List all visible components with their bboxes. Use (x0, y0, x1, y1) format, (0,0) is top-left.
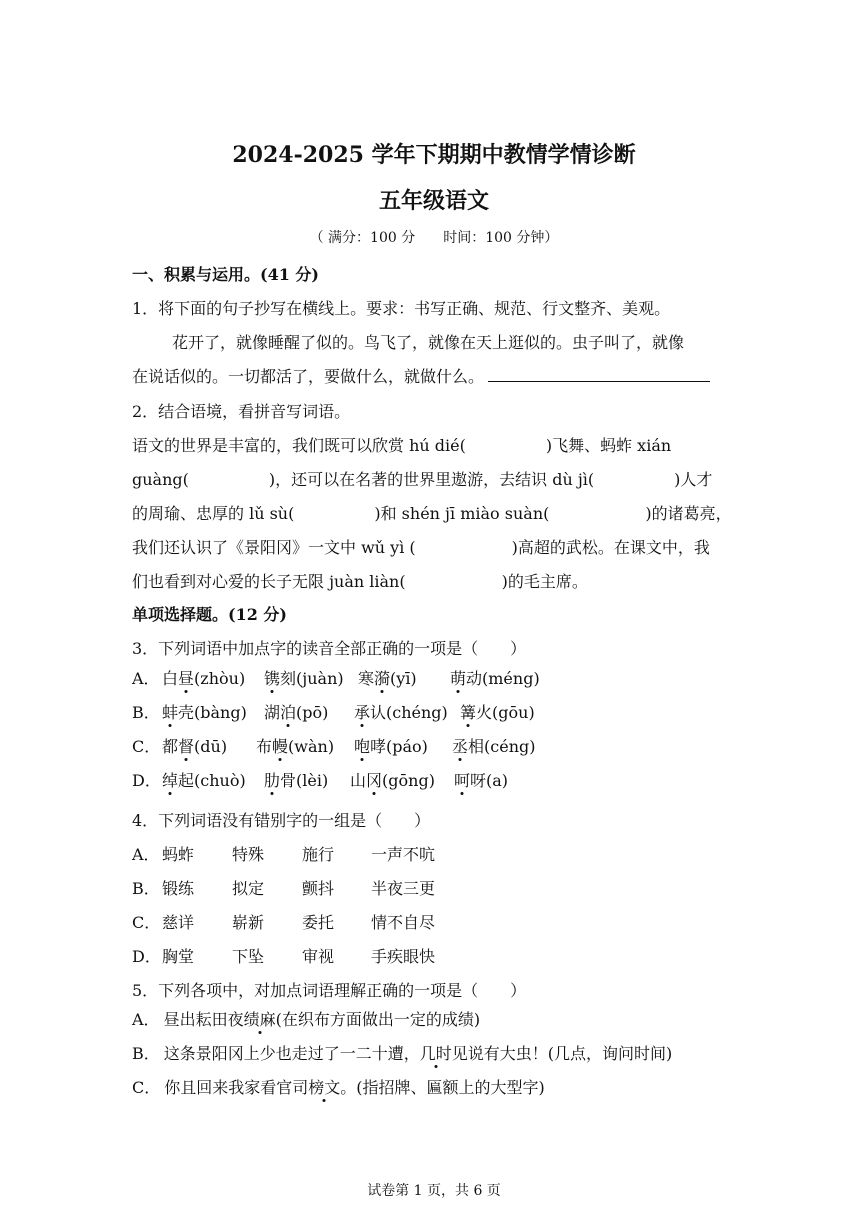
dotted-word: 榜文 (308, 1078, 341, 1097)
q3-b-item4: 篝火(gōu) (460, 703, 535, 722)
q2-line5: 们也看到对心爱的长子无限 juàn liàn( )的毛主席。 (132, 572, 588, 591)
option-label: A． (132, 1010, 160, 1029)
q3-b-item3: 承认(chéng) (354, 703, 448, 722)
section1-heading: 一、积累与运用。(41 分) (132, 265, 319, 284)
q4-d-word2: 下坠 (232, 947, 265, 966)
option-label: D． (132, 771, 161, 790)
q4-prompt: 4．下列词语没有错别字的一组是（ ） (132, 811, 431, 830)
q2-line2: guàng( )，还可以在名著的世界里遨游，去结识 dù jì( )人才 (132, 470, 713, 489)
q3-c-item3: 咆哮(páo) (354, 737, 428, 756)
q4-option-b[interactable] (132, 876, 436, 899)
q4-d-word1: 胸堂 (162, 947, 195, 966)
q4-a-word2: 特殊 (232, 845, 265, 864)
q1-prompt: 1．将下面的句子抄写在横线上。要求：书写正确、规范、行文整齐、美观。 (132, 299, 671, 318)
q4-b-word3: 颤抖 (302, 879, 335, 898)
q3-option-d[interactable] (132, 768, 509, 791)
q4-b-word4: 半夜三更 (371, 879, 436, 898)
q3-c-item2: 布幔(wàn) (256, 737, 335, 756)
q3-option-a[interactable] (132, 666, 540, 689)
q3-a-item2: 镌刻(juàn) (264, 669, 344, 688)
q3-d-item3: 山冈(gōng) (350, 771, 435, 790)
q3-prompt: 3．下列词语中加点字的读音全部正确的一项是（ ） (132, 639, 527, 658)
q4-a-word4: 一声不吭 (371, 845, 436, 864)
option-label: A． (132, 669, 160, 688)
page-footer: 试卷第 1 页，共 6 页 (367, 1183, 501, 1199)
q4-c-word4: 情不自尽 (371, 913, 436, 932)
option-label: D． (132, 947, 161, 966)
exam-subtitle: 五年级语文 (378, 188, 489, 214)
q2-line3: 的周瑜、忠厚的 lǔ sù( )和 shén jī miào suàn( )的诸葛亮， (132, 504, 732, 523)
option-label: C． (132, 737, 161, 756)
dotted-word: 绩麻 (243, 1010, 276, 1029)
q1-answer-line[interactable] (488, 367, 710, 382)
q4-c-word1: 慈详 (162, 913, 195, 932)
section2-heading: 单项选择题。(12 分) (132, 605, 287, 624)
q1-text-line2-row (132, 364, 710, 387)
q4-c-word2: 崭新 (232, 913, 265, 932)
q3-b-item1: 蚌壳(bàng) (162, 703, 247, 722)
q3-d-item2: 肋骨(lèi) (264, 771, 329, 790)
q1-text-line2: 在说话似的。一切都活了，要做什么，就做什么。 (132, 367, 485, 386)
q1-text-line1: 花开了，就像睡醒了似的。鸟飞了，就像在天上逛似的。虫子叫了，就像 (172, 333, 685, 352)
q3-a-item3: 寒漪(yī) (358, 669, 417, 688)
q3-option-b[interactable] (132, 700, 535, 723)
score-time-line: （ 满分：100 分 时间：100 分钟） (309, 230, 559, 246)
q4-option-d[interactable] (132, 944, 436, 967)
option-label: A． (132, 845, 160, 864)
q3-a-item1: 白昼(zhòu) (162, 669, 246, 688)
q3-c-item4: 丞相(céng) (452, 737, 536, 756)
q2-line4: 我们还认识了《景阳冈》一文中 wǔ yì ( )高超的武松。在课文中，我 (132, 538, 710, 557)
option-label: B． (132, 879, 160, 898)
q5-option-c[interactable]: C． 你且回来我家看官司榜文。(指招牌、匾额上的大型字) (132, 1078, 545, 1097)
dotted-word: 几时 (419, 1044, 452, 1063)
q4-b-word1: 锻练 (162, 879, 195, 898)
q4-c-word3: 委托 (302, 913, 335, 932)
q3-a-item4: 萌动(méng) (450, 669, 540, 688)
q5-option-b[interactable]: B． 这条景阳冈上少也走过了一二十遭，几时见说有大虫！(几点，询问时间) (132, 1044, 673, 1063)
q4-a-word1: 蚂蚱 (162, 845, 195, 864)
q3-option-c[interactable] (132, 734, 536, 757)
q4-b-word2: 拟定 (232, 879, 265, 898)
q4-d-word4: 手疾眼快 (371, 947, 436, 966)
option-label: B． (132, 703, 160, 722)
option-label: B． (132, 1044, 160, 1063)
q5-option-a[interactable]: A． 昼出耘田夜绩麻(在织布方面做出一定的成绩) (132, 1010, 481, 1029)
exam-title: 2024-2025 学年下期期中教情学情诊断 (232, 142, 636, 168)
option-label: C． (132, 1078, 161, 1097)
q3-d-item4: 呵呀(a) (454, 771, 509, 790)
q3-c-item1: 都督(dū) (162, 737, 228, 756)
option-label: C． (132, 913, 161, 932)
q2-line1: 语文的世界是丰富的，我们既可以欣赏 hú dié( )飞舞、蚂蚱 xián (132, 436, 672, 455)
q2-prompt: 2．结合语境，看拼音写词语。 (132, 402, 351, 421)
q5-prompt: 5．下列各项中，对加点词语理解正确的一项是（ ） (132, 981, 527, 1000)
q4-d-word3: 审视 (302, 947, 335, 966)
q4-option-c[interactable] (132, 910, 436, 933)
q4-option-a[interactable] (132, 842, 436, 865)
q3-b-item2: 湖泊(pō) (264, 703, 329, 722)
q4-a-word3: 施行 (302, 845, 335, 864)
q3-d-item1: 绰起(chuò) (162, 771, 246, 790)
